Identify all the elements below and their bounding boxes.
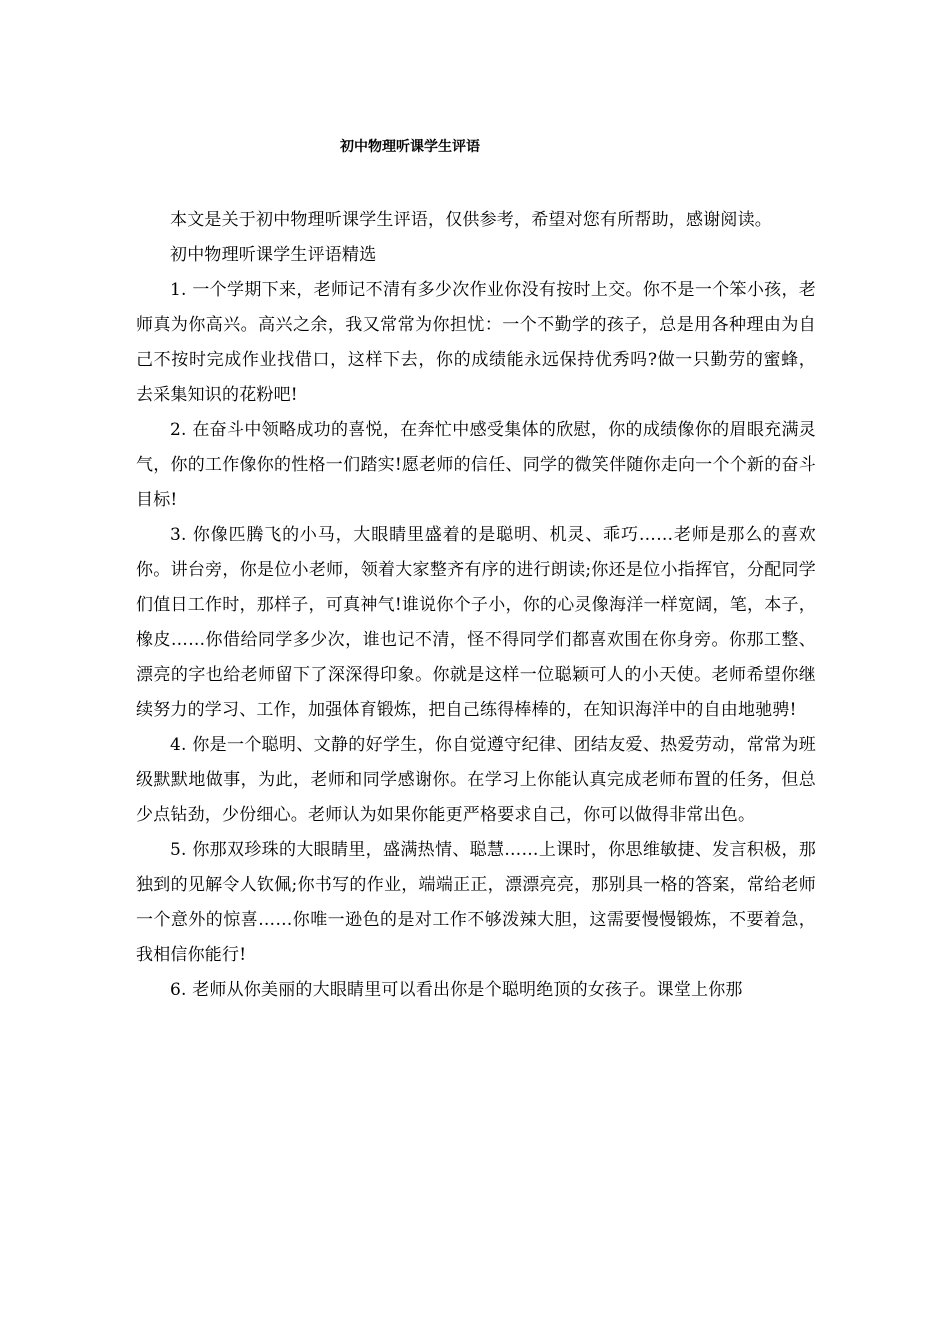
comment-paragraph-1: 1. 一个学期下来，老师记不清有多少次作业你没有按时上交。你不是一个笨小孩，老师真为你高兴。高兴之余，我又常常为你担忧：一个不勤学的孩子，总是用各种理由为自己不按时完成作业找借口，这样下去，你的成绩能永远保持优秀吗?做一只勤劳的蜜蜂，去采集知识的花粉吧! <box>136 280 816 405</box>
document-body <box>136 203 816 1008</box>
comment-paragraph-3: 3. 你像匹腾飞的小马，大眼睛里盛着的是聪明、机灵、乖巧……老师是那么的喜欢你。讲台旁，你是位小老师，领着大家整齐有序的进行朗读;你还是位小指挥官，分配同学们值日工作时，那样子，可真神气!谁说你个子小，你的心灵像海洋一样宽阔，笔，本子，橡皮……你借给同学多少次，谁也记不清，怪不得同学们都喜欢围在你身旁。你那工整、漂亮的字也给老师留下了深深得印象。你就是这样一位聪颖可人的小天使。老师希望你继续努力的学习、工作，加强体育锻炼，把自己练得棒棒的，在知识海洋中的自由地驰骋! <box>136 525 816 720</box>
section-heading: 初中物理听课学生评语精选 <box>170 245 377 265</box>
comment-paragraph-4: 4. 你是一个聪明、文静的好学生，你自觉遵守纪律、团结友爱、热爱劳动，常常为班级默默地做事，为此，老师和同学感谢你。在学习上你能认真完成老师布置的任务，但总少点钻劲，少份细心。老师认为如果你能更严格要求自己，你可以做得非常出色。 <box>136 735 816 825</box>
comment-paragraph-5: 5. 你那双珍珠的大眼睛里，盛满热情、聪慧……上课时，你思维敏捷、发言积极，那独到的见解令人钦佩;你书写的作业，端端正正，漂漂亮亮，那别具一格的答案，常给老师一个意外的惊喜……你唯一逊色的是对工作不够泼辣大胆，这需要慢慢锻炼，不要着急，我相信你能行! <box>136 840 816 965</box>
comment-paragraph-6: 6. 老师从你美丽的大眼睛里可以看出你是个聪明绝顶的女孩子。课堂上你那 <box>170 980 743 1000</box>
document-title: 初中物理听课学生评语 <box>340 139 480 155</box>
comment-paragraph-2: 2. 在奋斗中领略成功的喜悦，在奔忙中感受集体的欣慰，你的成绩像你的眉眼充满灵气，你的工作像你的性格一们踏实!愿老师的信任、同学的微笑伴随你走向一个个新的奋斗目标! <box>136 420 816 510</box>
intro-paragraph: 本文是关于初中物理听课学生评语，仅供参考，希望对您有所帮助，感谢阅读。 <box>170 210 772 230</box>
